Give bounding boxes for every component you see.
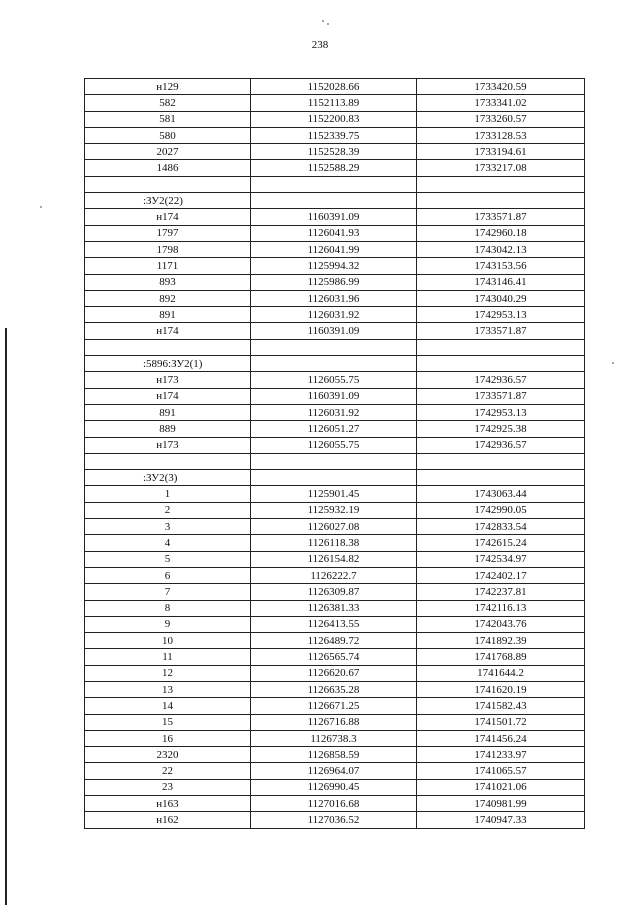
table-row bbox=[85, 241, 585, 257]
x-coordinate-cell: 1152113.89 bbox=[251, 95, 417, 111]
table-row bbox=[85, 600, 585, 616]
x-coordinate-cell: 1152028.66 bbox=[251, 79, 417, 95]
table-row bbox=[85, 535, 585, 551]
point-id-cell: 1 bbox=[85, 486, 251, 502]
y-coordinate-cell: 1743153.56 bbox=[417, 258, 585, 274]
x-coordinate-cell: 1127036.52 bbox=[251, 812, 417, 828]
table-row bbox=[85, 79, 585, 95]
x-coordinate-cell: 1126041.99 bbox=[251, 241, 417, 257]
empty-cell bbox=[251, 339, 417, 355]
y-coordinate-cell: 1741065.57 bbox=[417, 763, 585, 779]
point-id-cell: 12 bbox=[85, 665, 251, 681]
x-coordinate-cell: 1160391.09 bbox=[251, 388, 417, 404]
coordinates-table-body bbox=[85, 79, 585, 829]
point-id-cell: н173 bbox=[85, 437, 251, 453]
point-id-cell: 2027 bbox=[85, 144, 251, 160]
empty-cell bbox=[417, 176, 585, 192]
y-coordinate-cell: 1742960.18 bbox=[417, 225, 585, 241]
empty-cell bbox=[85, 176, 251, 192]
section-label: :ЗУ2(22) bbox=[85, 193, 251, 209]
y-coordinate-cell: 1742936.57 bbox=[417, 437, 585, 453]
y-coordinate-cell: 1742116.13 bbox=[417, 600, 585, 616]
point-id-cell: н174 bbox=[85, 209, 251, 225]
x-coordinate-cell: 1126964.07 bbox=[251, 763, 417, 779]
y-coordinate-cell: 1742237.81 bbox=[417, 584, 585, 600]
x-coordinate-cell: 1126635.28 bbox=[251, 681, 417, 697]
empty-cell bbox=[417, 470, 585, 486]
x-coordinate-cell: 1126858.59 bbox=[251, 747, 417, 763]
y-coordinate-cell: 1741892.39 bbox=[417, 633, 585, 649]
scan-speck bbox=[40, 206, 42, 208]
x-coordinate-cell: 1126031.92 bbox=[251, 404, 417, 420]
x-coordinate-cell: 1126027.08 bbox=[251, 519, 417, 535]
table-row bbox=[85, 698, 585, 714]
blank-row bbox=[85, 453, 585, 469]
x-coordinate-cell: 1126716.88 bbox=[251, 714, 417, 730]
section-header-row bbox=[85, 193, 585, 209]
point-id-cell: 5 bbox=[85, 551, 251, 567]
table-row bbox=[85, 763, 585, 779]
point-id-cell: 23 bbox=[85, 779, 251, 795]
x-coordinate-cell: 1126031.96 bbox=[251, 290, 417, 306]
scan-edge-mark bbox=[5, 328, 7, 905]
table-row bbox=[85, 779, 585, 795]
point-id-cell: 1798 bbox=[85, 241, 251, 257]
coordinates-table bbox=[84, 78, 585, 829]
table-row bbox=[85, 649, 585, 665]
y-coordinate-cell: 1742925.38 bbox=[417, 421, 585, 437]
table-row bbox=[85, 323, 585, 339]
y-coordinate-cell: 1743042.13 bbox=[417, 241, 585, 257]
point-id-cell: 582 bbox=[85, 95, 251, 111]
table-row bbox=[85, 160, 585, 176]
empty-cell bbox=[251, 470, 417, 486]
y-coordinate-cell: 1742833.54 bbox=[417, 519, 585, 535]
empty-cell bbox=[251, 453, 417, 469]
y-coordinate-cell: 1742534.97 bbox=[417, 551, 585, 567]
table-row bbox=[85, 437, 585, 453]
table-row bbox=[85, 95, 585, 111]
y-coordinate-cell: 1741644.2 bbox=[417, 665, 585, 681]
table-row bbox=[85, 372, 585, 388]
table-row bbox=[85, 567, 585, 583]
empty-cell bbox=[85, 453, 251, 469]
x-coordinate-cell: 1126041.93 bbox=[251, 225, 417, 241]
y-coordinate-cell: 1733571.87 bbox=[417, 388, 585, 404]
scan-speck bbox=[327, 23, 329, 25]
table-row bbox=[85, 681, 585, 697]
point-id-cell: 1486 bbox=[85, 160, 251, 176]
x-coordinate-cell: 1152339.75 bbox=[251, 127, 417, 143]
table-row bbox=[85, 633, 585, 649]
y-coordinate-cell: 1743146.41 bbox=[417, 274, 585, 290]
y-coordinate-cell: 1741456.24 bbox=[417, 730, 585, 746]
y-coordinate-cell: 1742615.24 bbox=[417, 535, 585, 551]
x-coordinate-cell: 1126055.75 bbox=[251, 437, 417, 453]
y-coordinate-cell: 1740981.99 bbox=[417, 796, 585, 812]
point-id-cell: н162 bbox=[85, 812, 251, 828]
point-id-cell: н174 bbox=[85, 323, 251, 339]
y-coordinate-cell: 1741768.89 bbox=[417, 649, 585, 665]
x-coordinate-cell: 1125932.19 bbox=[251, 502, 417, 518]
y-coordinate-cell: 1740947.33 bbox=[417, 812, 585, 828]
point-id-cell: 6 bbox=[85, 567, 251, 583]
page-number: 238 bbox=[311, 39, 329, 51]
point-id-cell: 7 bbox=[85, 584, 251, 600]
y-coordinate-cell: 1733420.59 bbox=[417, 79, 585, 95]
empty-cell bbox=[417, 339, 585, 355]
x-coordinate-cell: 1160391.09 bbox=[251, 323, 417, 339]
x-coordinate-cell: 1125994.32 bbox=[251, 258, 417, 274]
x-coordinate-cell: 1152528.39 bbox=[251, 144, 417, 160]
scan-speck bbox=[612, 362, 614, 364]
point-id-cell: н129 bbox=[85, 79, 251, 95]
x-coordinate-cell: 1126671.25 bbox=[251, 698, 417, 714]
y-coordinate-cell: 1743063.44 bbox=[417, 486, 585, 502]
x-coordinate-cell: 1126222.7 bbox=[251, 567, 417, 583]
point-id-cell: 16 bbox=[85, 730, 251, 746]
point-id-cell: 1171 bbox=[85, 258, 251, 274]
y-coordinate-cell: 1743040.29 bbox=[417, 290, 585, 306]
point-id-cell: 892 bbox=[85, 290, 251, 306]
x-coordinate-cell: 1126990.45 bbox=[251, 779, 417, 795]
table-row bbox=[85, 616, 585, 632]
point-id-cell: 4 bbox=[85, 535, 251, 551]
section-label: :ЗУ2(3) bbox=[85, 470, 251, 486]
y-coordinate-cell: 1733128.53 bbox=[417, 127, 585, 143]
table-row bbox=[85, 421, 585, 437]
point-id-cell: н174 bbox=[85, 388, 251, 404]
point-id-cell: 9 bbox=[85, 616, 251, 632]
table-row bbox=[85, 812, 585, 828]
x-coordinate-cell: 1126381.33 bbox=[251, 600, 417, 616]
table-row bbox=[85, 665, 585, 681]
table-row bbox=[85, 584, 585, 600]
y-coordinate-cell: 1733571.87 bbox=[417, 323, 585, 339]
x-coordinate-cell: 1126055.75 bbox=[251, 372, 417, 388]
x-coordinate-cell: 1126118.38 bbox=[251, 535, 417, 551]
point-id-cell: 580 bbox=[85, 127, 251, 143]
table-row bbox=[85, 796, 585, 812]
point-id-cell: 889 bbox=[85, 421, 251, 437]
x-coordinate-cell: 1126738.3 bbox=[251, 730, 417, 746]
table-row bbox=[85, 144, 585, 160]
table-row bbox=[85, 730, 585, 746]
table-row bbox=[85, 404, 585, 420]
table-row bbox=[85, 209, 585, 225]
empty-cell bbox=[251, 356, 417, 372]
section-label: :5896:ЗУ2(1) bbox=[85, 356, 251, 372]
x-coordinate-cell: 1126051.27 bbox=[251, 421, 417, 437]
y-coordinate-cell: 1742402.17 bbox=[417, 567, 585, 583]
x-coordinate-cell: 1126154.82 bbox=[251, 551, 417, 567]
section-header-row bbox=[85, 470, 585, 486]
x-coordinate-cell: 1152200.83 bbox=[251, 111, 417, 127]
y-coordinate-cell: 1742953.13 bbox=[417, 307, 585, 323]
point-id-cell: 11 bbox=[85, 649, 251, 665]
empty-cell bbox=[417, 356, 585, 372]
table-row bbox=[85, 307, 585, 323]
point-id-cell: 13 bbox=[85, 681, 251, 697]
table-row bbox=[85, 127, 585, 143]
x-coordinate-cell: 1126031.92 bbox=[251, 307, 417, 323]
point-id-cell: н173 bbox=[85, 372, 251, 388]
y-coordinate-cell: 1741501.72 bbox=[417, 714, 585, 730]
table-row bbox=[85, 274, 585, 290]
table-row bbox=[85, 290, 585, 306]
table-row bbox=[85, 747, 585, 763]
point-id-cell: 15 bbox=[85, 714, 251, 730]
y-coordinate-cell: 1733341.02 bbox=[417, 95, 585, 111]
point-id-cell: 2 bbox=[85, 502, 251, 518]
y-coordinate-cell: 1742936.57 bbox=[417, 372, 585, 388]
point-id-cell: 10 bbox=[85, 633, 251, 649]
y-coordinate-cell: 1742990.05 bbox=[417, 502, 585, 518]
point-id-cell: 8 bbox=[85, 600, 251, 616]
table-row bbox=[85, 111, 585, 127]
table-row bbox=[85, 519, 585, 535]
point-id-cell: 581 bbox=[85, 111, 251, 127]
empty-cell bbox=[85, 339, 251, 355]
section-header-row bbox=[85, 356, 585, 372]
point-id-cell: 14 bbox=[85, 698, 251, 714]
empty-cell bbox=[417, 453, 585, 469]
x-coordinate-cell: 1127016.68 bbox=[251, 796, 417, 812]
y-coordinate-cell: 1733217.08 bbox=[417, 160, 585, 176]
y-coordinate-cell: 1742953.13 bbox=[417, 404, 585, 420]
point-id-cell: 22 bbox=[85, 763, 251, 779]
point-id-cell: 893 bbox=[85, 274, 251, 290]
table-row bbox=[85, 225, 585, 241]
table-row bbox=[85, 551, 585, 567]
table-row bbox=[85, 714, 585, 730]
empty-cell bbox=[251, 193, 417, 209]
table-row bbox=[85, 502, 585, 518]
point-id-cell: 2320 bbox=[85, 747, 251, 763]
y-coordinate-cell: 1742043.76 bbox=[417, 616, 585, 632]
y-coordinate-cell: 1741233.97 bbox=[417, 747, 585, 763]
scan-speck bbox=[322, 20, 324, 22]
x-coordinate-cell: 1125901.45 bbox=[251, 486, 417, 502]
x-coordinate-cell: 1126565.74 bbox=[251, 649, 417, 665]
x-coordinate-cell: 1126309.87 bbox=[251, 584, 417, 600]
y-coordinate-cell: 1741021.06 bbox=[417, 779, 585, 795]
empty-cell bbox=[417, 193, 585, 209]
point-id-cell: 891 bbox=[85, 307, 251, 323]
empty-cell bbox=[251, 176, 417, 192]
point-id-cell: 3 bbox=[85, 519, 251, 535]
x-coordinate-cell: 1125986.99 bbox=[251, 274, 417, 290]
x-coordinate-cell: 1126620.67 bbox=[251, 665, 417, 681]
x-coordinate-cell: 1126489.72 bbox=[251, 633, 417, 649]
table-row bbox=[85, 388, 585, 404]
table-row bbox=[85, 486, 585, 502]
point-id-cell: н163 bbox=[85, 796, 251, 812]
x-coordinate-cell: 1160391.09 bbox=[251, 209, 417, 225]
blank-row bbox=[85, 339, 585, 355]
y-coordinate-cell: 1741582.43 bbox=[417, 698, 585, 714]
y-coordinate-cell: 1733571.87 bbox=[417, 209, 585, 225]
y-coordinate-cell: 1741620.19 bbox=[417, 681, 585, 697]
x-coordinate-cell: 1152588.29 bbox=[251, 160, 417, 176]
point-id-cell: 891 bbox=[85, 404, 251, 420]
y-coordinate-cell: 1733260.57 bbox=[417, 111, 585, 127]
point-id-cell: 1797 bbox=[85, 225, 251, 241]
table-row bbox=[85, 258, 585, 274]
x-coordinate-cell: 1126413.55 bbox=[251, 616, 417, 632]
y-coordinate-cell: 1733194.61 bbox=[417, 144, 585, 160]
blank-row bbox=[85, 176, 585, 192]
